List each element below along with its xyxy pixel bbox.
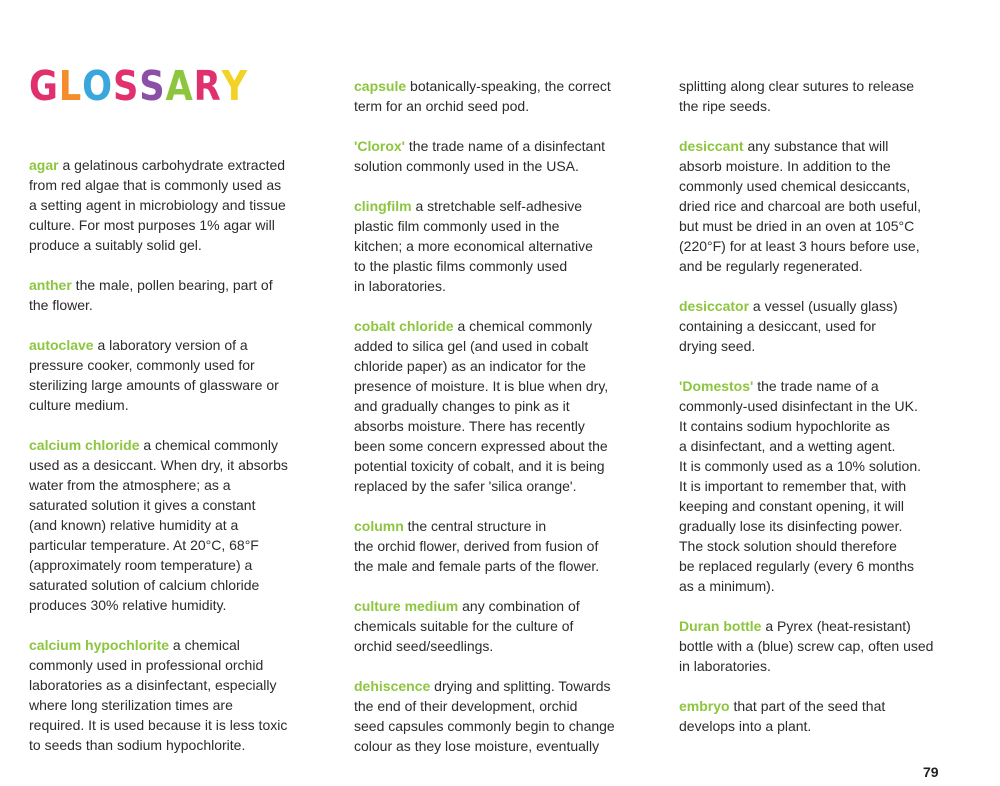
entry-line [679, 636, 941, 656]
definition-text: culture. For most purposes 1% agar will [29, 217, 275, 233]
entry-line [354, 216, 626, 236]
definition-text: the flower. [29, 297, 93, 313]
entry-line [679, 476, 941, 496]
entry-line [29, 535, 301, 555]
entry-line [29, 235, 301, 255]
entry-line [354, 616, 626, 636]
glossary-entry [679, 296, 941, 356]
definition-text: colour as they lose moisture, eventually [354, 738, 600, 754]
entry-line [679, 396, 941, 416]
entry-line [679, 156, 941, 176]
definition-text: produces 30% relative humidity. [29, 597, 227, 613]
glossary-term: cobalt chloride [354, 318, 454, 334]
entry-line [29, 715, 301, 735]
entry-line [679, 316, 941, 336]
glossary-entry [679, 136, 941, 276]
entry-line [679, 436, 941, 456]
title-letter: G [29, 62, 59, 110]
definition-text: commonly-used disinfectant in the UK. [679, 398, 918, 414]
entry-line [29, 395, 301, 415]
definition-text: potential toxicity of cobalt, and it is being [354, 458, 605, 474]
definition-text: any substance that will [743, 138, 889, 154]
entry-line [354, 376, 626, 396]
entry-line [679, 536, 941, 556]
title-letter: O [82, 62, 113, 110]
definition-text: in laboratories. [679, 658, 771, 674]
entry-line [29, 695, 301, 715]
entry-line [354, 596, 626, 616]
entry-line [679, 96, 941, 116]
entry-line [354, 416, 626, 436]
page-title [29, 62, 248, 110]
definition-text: pressure cooker, commonly used for [29, 357, 255, 373]
entry-line [354, 156, 626, 176]
entry-line [354, 276, 626, 296]
definition-text: particular temperature. At 20°C, 68°F [29, 537, 259, 553]
definition-text: splitting along clear sutures to release [679, 78, 915, 94]
definition-text: (and known) relative humidity at a [29, 517, 239, 533]
definition-text: the ripe seeds. [679, 98, 771, 114]
glossary-term: culture medium [354, 598, 459, 614]
glossary-term: dehiscence [354, 678, 431, 694]
glossary-entry [29, 275, 301, 315]
glossary-entry [354, 196, 626, 296]
definition-text: used as a desiccant. When dry, it absorbs [29, 457, 288, 473]
title-letter: L [58, 62, 83, 110]
definition-text: a stretchable self-adhesive [411, 198, 582, 214]
definition-text: a gelatinous carbohydrate extracted [58, 157, 286, 173]
entry-line [354, 556, 626, 576]
definition-text: culture medium. [29, 397, 129, 413]
entry-line [354, 736, 626, 756]
entry-line [354, 96, 626, 116]
glossary-column-3 [679, 76, 941, 756]
definition-text: replaced by the safer 'silica orange'. [354, 478, 577, 494]
entry-line [29, 495, 301, 515]
glossary-entry [29, 335, 301, 415]
title-letter: S [112, 62, 140, 110]
entry-line [679, 616, 941, 636]
definition-text: commonly used chemical desiccants, [679, 178, 911, 194]
definition-text: in laboratories. [354, 278, 446, 294]
entry-line [29, 735, 301, 755]
entry-line [354, 536, 626, 556]
glossary-term: Duran bottle [679, 618, 762, 634]
entry-line [29, 515, 301, 535]
definition-text: develops into a plant. [679, 718, 812, 734]
entry-line [29, 175, 301, 195]
glossary-entry [354, 136, 626, 176]
entry-line [679, 236, 941, 256]
definition-text: a vessel (usually glass) [749, 298, 898, 314]
definition-text: a chemical commonly [453, 318, 593, 334]
glossary-term: autoclave [29, 337, 94, 353]
entry-line [679, 716, 941, 736]
entry-line [679, 76, 941, 96]
definition-text: plastic film commonly used in the [354, 218, 560, 234]
definition-text: containing a desiccant, used for [679, 318, 876, 334]
definition-text: be replaced regularly (every 6 months [679, 558, 915, 574]
definition-text: the central structure in [403, 518, 547, 534]
entry-line [354, 676, 626, 696]
definition-text: the trade name of a disinfectant [405, 138, 606, 154]
definition-text: and be regularly regenerated. [679, 258, 863, 274]
entry-line [354, 476, 626, 496]
glossary-term: agar [29, 157, 59, 173]
entry-line [354, 356, 626, 376]
definition-text: as a minimum). [679, 578, 775, 594]
glossary-term: anther [29, 277, 72, 293]
entry-line [679, 516, 941, 536]
entry-line [354, 436, 626, 456]
definition-text: saturated solution it gives a constant [29, 497, 256, 513]
entry-line [679, 376, 941, 396]
glossary-term: calcium chloride [29, 437, 140, 453]
entry-line [29, 555, 301, 575]
entry-line [29, 215, 301, 235]
entry-line [679, 416, 941, 436]
definition-text: The stock solution should therefore [679, 538, 897, 554]
entry-line [679, 576, 941, 596]
entry-line [29, 195, 301, 215]
definition-text: absorb moisture. In addition to the [679, 158, 891, 174]
definition-text: It contains sodium hypochlorite as [679, 418, 890, 434]
definition-text: the end of their development, orchid [354, 698, 578, 714]
entry-line [29, 455, 301, 475]
definition-text: chloride paper) as an indicator for the [354, 358, 586, 374]
glossary-entry [354, 516, 626, 576]
entry-line [679, 136, 941, 156]
definition-text: bottle with a (blue) screw cap, often used [679, 638, 934, 654]
definition-text: a chemical commonly [139, 437, 278, 453]
definition-text: been some concern expressed about the [354, 438, 608, 454]
glossary-entry [354, 596, 626, 656]
glossary-term: column [354, 518, 404, 534]
definition-text: drying seed. [679, 338, 756, 354]
definition-text: botanically-speaking, the correct [406, 78, 611, 94]
definition-text: laboratories as a disinfectant, especially [29, 677, 277, 693]
glossary-term: 'Clorox' [354, 138, 405, 154]
title-letter: A [165, 62, 194, 110]
glossary-column-2 [354, 76, 626, 776]
entry-line [679, 656, 941, 676]
entry-line [29, 635, 301, 655]
glossary-entry [354, 676, 626, 756]
glossary-term: embryo [679, 698, 730, 714]
entry-line [29, 675, 301, 695]
entry-line [354, 456, 626, 476]
glossary-entry [679, 76, 941, 116]
definition-text: dried rice and charcoal are both useful, [679, 198, 922, 214]
entry-line [29, 295, 301, 315]
definition-text: (approximately room temperature) a [29, 557, 253, 573]
definition-text: saturated solution of calcium chloride [29, 577, 260, 593]
entry-line [679, 296, 941, 316]
entry-line [354, 396, 626, 416]
definition-text: orchid seed/seedlings. [354, 638, 494, 654]
entry-line [29, 335, 301, 355]
entry-line [354, 76, 626, 96]
title-letter: R [193, 62, 222, 110]
glossary-term: capsule [354, 78, 407, 94]
glossary-entry [679, 696, 941, 736]
entry-line [29, 275, 301, 295]
glossary-term: calcium hypochlorite [29, 637, 170, 653]
glossary-entry [354, 76, 626, 116]
entry-line [679, 176, 941, 196]
entry-line [29, 655, 301, 675]
title-letter: Y [221, 62, 249, 110]
definition-text: any combination of [458, 598, 580, 614]
glossary-entry [354, 316, 626, 496]
entry-line [354, 716, 626, 736]
glossary-term: clingfilm [354, 198, 412, 214]
definition-text: and gradually changes to pink as it [354, 398, 570, 414]
definition-text: solution commonly used in the USA. [354, 158, 579, 174]
definition-text: kitchen; a more economical alternative [354, 238, 593, 254]
entry-line [29, 595, 301, 615]
entry-line [29, 475, 301, 495]
glossary-term: desiccant [679, 138, 744, 154]
definition-text: a laboratory version of a [93, 337, 248, 353]
entry-line [29, 375, 301, 395]
entry-line [29, 435, 301, 455]
definition-text: water from the atmosphere; as a [29, 477, 231, 493]
glossary-column-1 [29, 155, 301, 775]
definition-text: absorbs moisture. There has recently [354, 418, 585, 434]
definition-text: produce a suitably solid gel. [29, 237, 202, 253]
title-letter: S [139, 62, 166, 110]
entry-line [29, 155, 301, 175]
definition-text: term for an orchid seed pod. [354, 98, 530, 114]
entry-line [679, 256, 941, 276]
glossary-entry [679, 376, 941, 596]
definition-text: to seeds than sodium hypochlorite. [29, 737, 246, 753]
definition-text: keeping and constant opening, it will [679, 498, 904, 514]
glossary-entry [29, 635, 301, 755]
definition-text: required. It is used because it is less toxic [29, 717, 288, 733]
page-number: 79 [923, 764, 939, 780]
definition-text: sterilizing large amounts of glassware or [29, 377, 279, 393]
glossary-entry [679, 616, 941, 676]
definition-text: a chemical [169, 637, 240, 653]
entry-line [354, 336, 626, 356]
definition-text: where long sterilization times are [29, 697, 233, 713]
glossary-entry [29, 435, 301, 615]
entry-line [679, 456, 941, 476]
entry-line [354, 236, 626, 256]
entry-line [29, 575, 301, 595]
definition-text: a Pyrex (heat-resistant) [761, 618, 911, 634]
entry-line [679, 696, 941, 716]
definition-text: but must be dried in an oven at 105°C [679, 218, 915, 234]
definition-text: It is commonly used as a 10% solution. [679, 458, 922, 474]
definition-text: seed capsules commonly begin to change [354, 718, 615, 734]
definition-text: presence of moisture. It is blue when dry, [354, 378, 609, 394]
definition-text: a setting agent in microbiology and tissue [29, 197, 286, 213]
glossary-entry [29, 155, 301, 255]
definition-text: the male, pollen bearing, part of [71, 277, 273, 293]
entry-line [354, 136, 626, 156]
entry-line [354, 636, 626, 656]
definition-text: (220°F) for at least 3 hours before use, [679, 238, 920, 254]
definition-text: commonly used in professional orchid [29, 657, 264, 673]
definition-text: gradually lose its disinfecting power. [679, 518, 903, 534]
entry-line [354, 316, 626, 336]
definition-text: that part of the seed that [729, 698, 886, 714]
entry-line [29, 355, 301, 375]
entry-line [354, 256, 626, 276]
glossary-term: 'Domestos' [679, 378, 754, 394]
definition-text: chemicals suitable for the culture of [354, 618, 574, 634]
glossary-term: desiccator [679, 298, 750, 314]
entry-line [354, 696, 626, 716]
entry-line [679, 196, 941, 216]
definition-text: the male and female parts of the flower. [354, 558, 600, 574]
entry-line [679, 336, 941, 356]
definition-text: the orchid flower, derived from fusion of [354, 538, 599, 554]
definition-text: added to silica gel (and used in cobalt [354, 338, 589, 354]
definition-text: to the plastic films commonly used [354, 258, 568, 274]
definition-text: the trade name of a [753, 378, 879, 394]
definition-text: a disinfectant, and a wetting agent. [679, 438, 896, 454]
definition-text: from red algae that is commonly used as [29, 177, 282, 193]
entry-line [354, 196, 626, 216]
entry-line [679, 216, 941, 236]
definition-text: It is important to remember that, with [679, 478, 907, 494]
definition-text: drying and splitting. Towards [430, 678, 611, 694]
entry-line [679, 496, 941, 516]
entry-line [679, 556, 941, 576]
entry-line [354, 516, 626, 536]
